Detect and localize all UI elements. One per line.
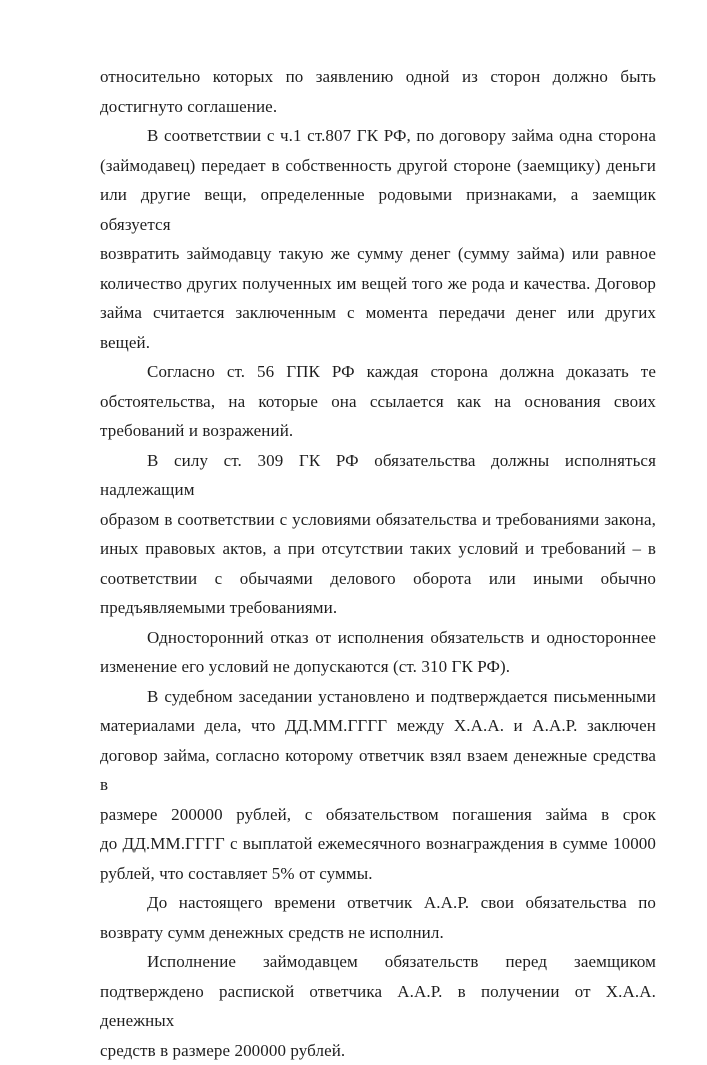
- text-line: В силу ст. 309 ГК РФ обязательства должны исполняться надлежащим: [100, 446, 656, 505]
- text-line: возврату сумм денежных средств не исполнил.: [100, 918, 656, 948]
- text-line: Исполнение займодавцем обязательств перед заемщиком: [100, 947, 656, 977]
- text-line: До настоящего времени ответчик А.А.Р. свои обязательства по: [100, 888, 656, 918]
- text-line: или другие вещи, определенные родовыми признаками, а заемщик обязуется: [100, 180, 656, 239]
- text-line: достигнуто соглашение.: [100, 92, 656, 122]
- paragraph: [100, 682, 656, 889]
- text-line: относительно которых по заявлению одной из сторон должно быть: [100, 62, 656, 92]
- text-line: образом в соответствии с условиями обязательства и требованиями закона,: [100, 505, 656, 535]
- text-line: подтверждено распиской ответчика А.А.Р. в получении от Х.А.А. денежных: [100, 977, 656, 1036]
- text-line: (займодавец) передает в собственность другой стороне (заемщику) деньги: [100, 151, 656, 181]
- text-line: средств в размере 200000 рублей.: [100, 1036, 656, 1065]
- text-line: иных правовых актов, а при отсутствии таких условий и требований – в: [100, 534, 656, 564]
- text-line: Согласно ст. 56 ГПК РФ каждая сторона должна доказать те: [100, 357, 656, 387]
- paragraph: [100, 446, 656, 623]
- paragraph: [100, 947, 656, 1065]
- text-line: до ДД.ММ.ГГГГ с выплатой ежемесячного вознаграждения в сумме 10000: [100, 829, 656, 859]
- text-line: изменение его условий не допускаются (ст. 310 ГК РФ).: [100, 652, 656, 682]
- text-line: требований и возражений.: [100, 416, 656, 446]
- text-line: материалами дела, что ДД.ММ.ГГГГ между Х.А.А. и А.А.Р. заключен: [100, 711, 656, 741]
- text-line: соответствии с обычаями делового оборота или иными обычно: [100, 564, 656, 594]
- text-line: В соответствии с ч.1 ст.807 ГК РФ, по договору займа одна сторона: [100, 121, 656, 151]
- paragraph: [100, 357, 656, 446]
- text-line: В судебном заседании установлено и подтверждается письменными: [100, 682, 656, 712]
- paragraph: [100, 623, 656, 682]
- document-body: [100, 62, 656, 1065]
- text-line: займа считается заключенным с момента передачи денег или других вещей.: [100, 298, 656, 357]
- text-line: количество других полученных им вещей того же рода и качества. Договор: [100, 269, 656, 299]
- text-line: рублей, что составляет 5% от суммы.: [100, 859, 656, 889]
- text-line: обстоятельства, на которые она ссылается как на основания своих: [100, 387, 656, 417]
- text-line: Односторонний отказ от исполнения обязательств и одностороннее: [100, 623, 656, 653]
- text-line: предъявляемыми требованиями.: [100, 593, 656, 623]
- text-line: возвратить займодавцу такую же сумму денег (сумму займа) или равное: [100, 239, 656, 269]
- text-line: размере 200000 рублей, с обязательством погашения займа в срок: [100, 800, 656, 830]
- paragraph: [100, 888, 656, 947]
- text-line: договор займа, согласно которому ответчик взял взаем денежные средства в: [100, 741, 656, 800]
- paragraph: [100, 62, 656, 121]
- paragraph: [100, 121, 656, 357]
